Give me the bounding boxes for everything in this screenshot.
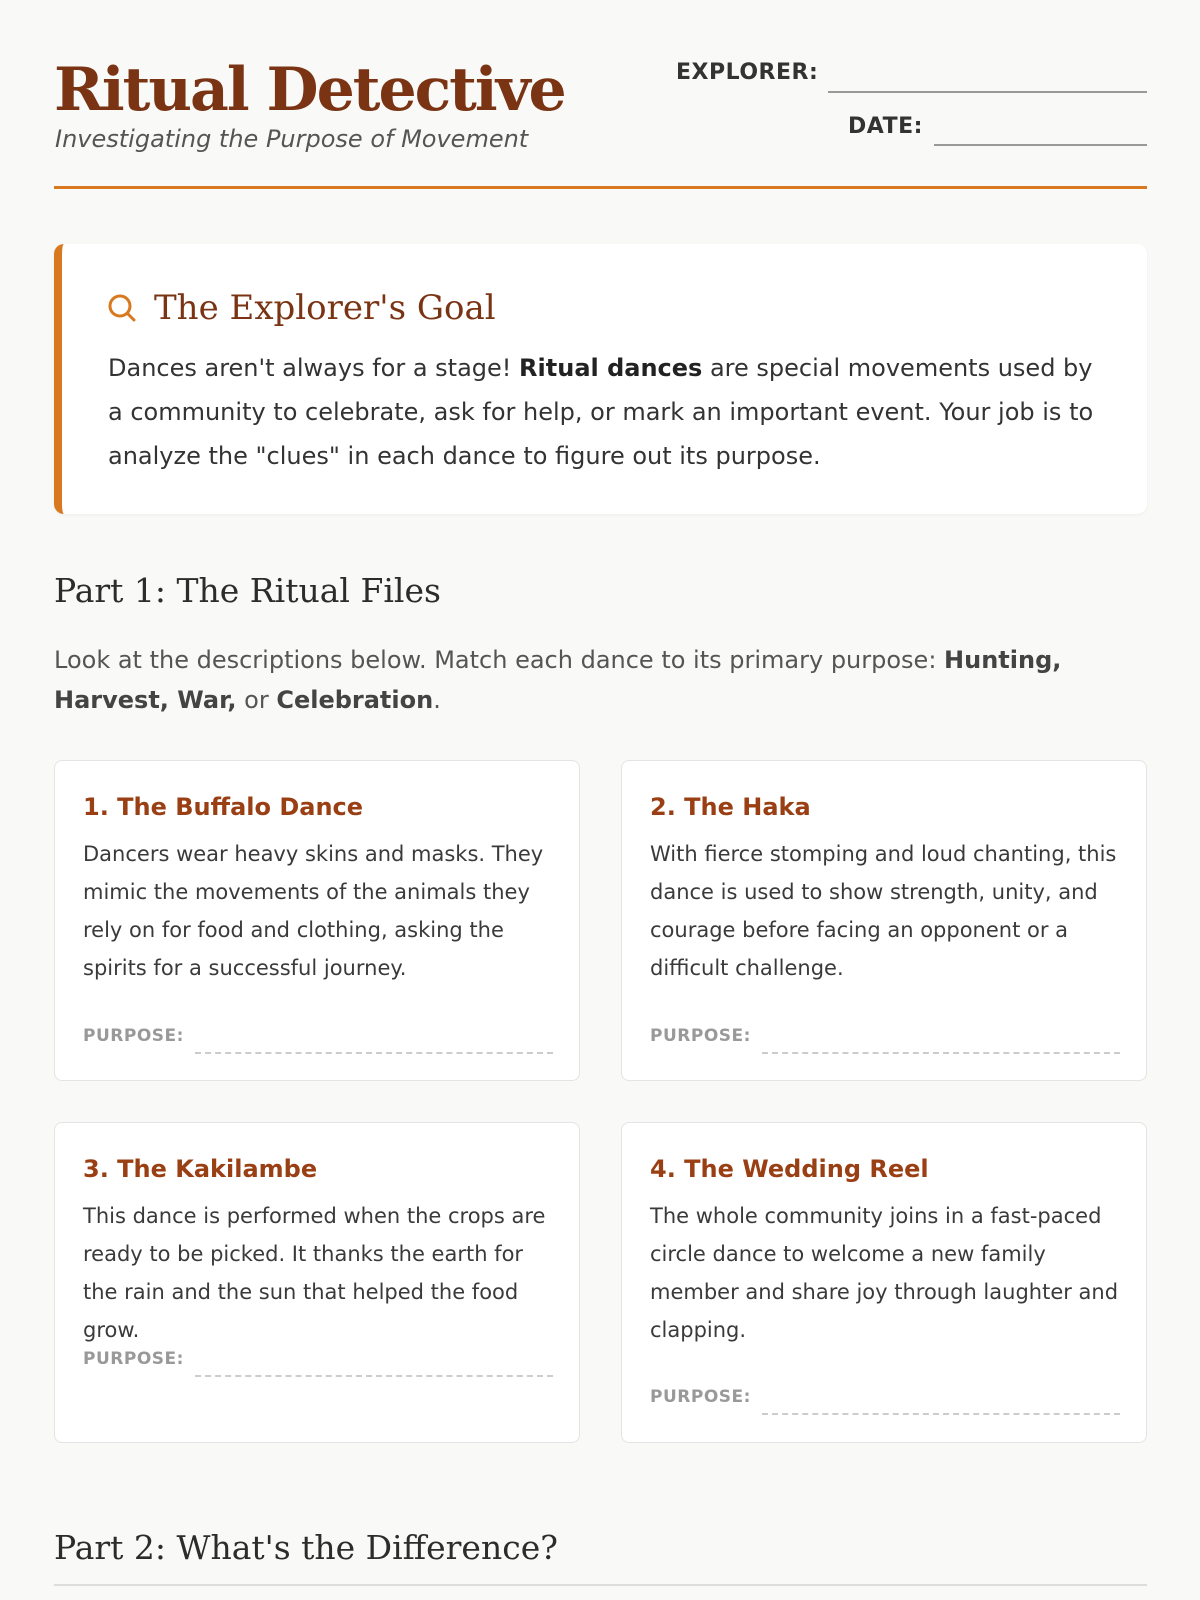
purpose-label: PURPOSE:: [83, 1349, 184, 1369]
dance-card: [621, 760, 1147, 1081]
page-subtitle: Investigating the Purpose of Movement: [55, 125, 529, 153]
card-description: The whole community joins in a fast-paced circle dance to welcome a new family member and share joy through laughter and clapping.: [650, 1204, 1119, 1342]
search-icon: [106, 292, 138, 324]
part2-title: Part 2: What's the Difference?: [54, 1528, 558, 1567]
explorer-field[interactable]: [828, 91, 1147, 93]
goal-title: The Explorer's Goal: [154, 288, 496, 328]
purpose-answer-field[interactable]: [195, 1375, 553, 1377]
page-title: Ritual Detective: [54, 55, 565, 125]
header-divider: [54, 186, 1147, 189]
part2-divider: [54, 1584, 1147, 1586]
card-description: This dance is performed when the crops are ready to be picked. It thanks the earth for the rain and the sun that helped the food grow.: [83, 1204, 546, 1342]
purpose-answer-field[interactable]: [195, 1052, 553, 1054]
date-label: DATE:: [848, 114, 923, 139]
purpose-label: PURPOSE:: [83, 1026, 184, 1046]
card-description: With fierce stomping and loud chanting, this dance is used to show strength, unity, and courage before facing an opponent or a difficult challenge.: [650, 842, 1117, 980]
part1-instructions: Look at the descriptions below. Match each dance to its primary purpose: Hunting, Harvest, War, or Celebration.: [54, 646, 1062, 714]
card-title: 1. The Buffalo Dance: [83, 793, 364, 821]
date-field[interactable]: [934, 144, 1147, 146]
purpose-label: PURPOSE:: [650, 1387, 751, 1407]
dance-card: [621, 1122, 1147, 1443]
dance-card: [54, 760, 580, 1081]
card-description: Dancers wear heavy skins and masks. They mimic the movements of the animals they rely on for food and clothing, asking the spirits for a successful journey.: [83, 842, 544, 980]
explorer-label: EXPLORER:: [676, 60, 819, 85]
card-title: 4. The Wedding Reel: [650, 1155, 929, 1183]
purpose-label: PURPOSE:: [650, 1026, 751, 1046]
goal-text: Dances aren't always for a stage! Ritual dances are special movements used by a community to celebrate, ask for help, or mark an important event. Your job is to analyze the "clues" in each dance to figure out its purpose.: [108, 354, 1094, 470]
purpose-answer-field[interactable]: [762, 1052, 1120, 1054]
card-title: 2. The Haka: [650, 793, 811, 821]
goal-callout: [54, 244, 1147, 514]
dance-card: [54, 1122, 580, 1443]
card-title: 3. The Kakilambe: [83, 1155, 318, 1183]
purpose-answer-field[interactable]: [762, 1413, 1120, 1415]
part1-title: Part 1: The Ritual Files: [54, 571, 441, 610]
